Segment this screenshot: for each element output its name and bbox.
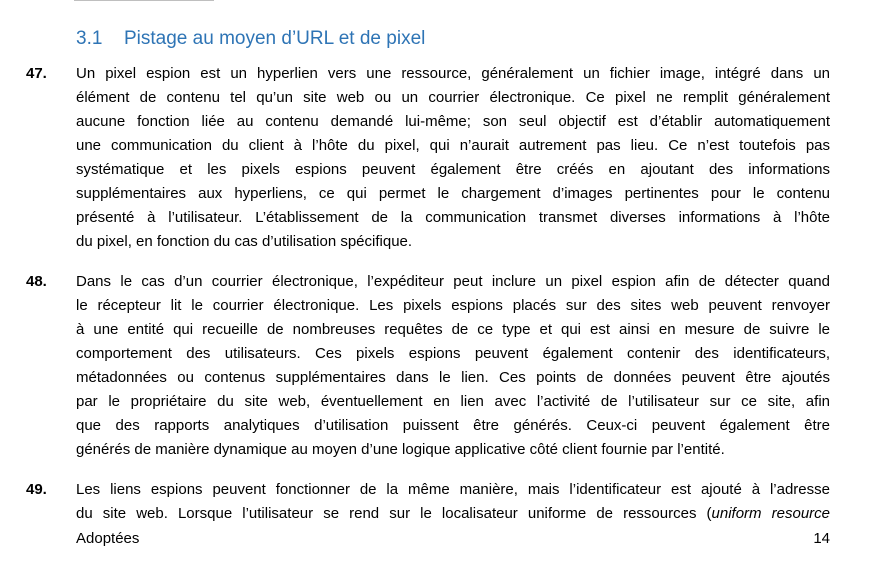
section-title: Pistage au moyen d’URL et de pixel — [124, 28, 426, 49]
text-line: Dans le cas d’un courrier électronique, l’expéditeur peut inclure un pixel espion afin de détecter quand — [76, 273, 830, 290]
text-line: du pixel, en fonction du cas d’utilisation spécifique. — [76, 233, 413, 250]
text-line: métadonnées ou contenus supplémentaires dans le lien. Ces points de données peuvent être ajoutés — [76, 369, 830, 386]
italic-term: uniform resource — [711, 505, 830, 522]
paragraph-body — [76, 62, 830, 254]
paragraph-body — [76, 270, 830, 462]
text-line: le récepteur lit le courrier électronique. Les pixels espions placés sur des sites web peuvent renvoyer — [76, 297, 830, 314]
text-line: générés de manière dynamique au moyen d’une logique applicative côté client fournie par l’entité. — [76, 441, 725, 458]
section-number: 3.1 — [76, 28, 103, 49]
text-line: supplémentaires aux hyperliens, ce qui permet le chargement d’images pertinentes pour le contenu — [76, 185, 830, 202]
section-heading — [76, 28, 425, 50]
text-line: présenté à l’utilisateur. L’établissement de la communication transmet diverses informations à l’hôte — [76, 209, 830, 226]
paragraph-number: 47. — [26, 65, 47, 82]
text-line: que des rapports analytiques d’utilisation puissent être générés. Ceux-ci peuvent également être — [76, 417, 830, 434]
page-number: 14 — [813, 530, 830, 547]
paragraph-body — [76, 478, 830, 526]
text-line: par le propriétaire du site web, éventuellement en lien avec l’activité de l’utilisateur sur ce site, afin — [76, 393, 830, 410]
text-line: à une entité qui recueille de nombreuses requêtes de ce type et qui est ainsi en mesure de suivre le — [76, 321, 830, 338]
text-line: élément de contenu tel qu’un site web ou un courrier électronique. Ce pixel ne remplit généralement — [76, 89, 830, 106]
text-line: Les liens espions peuvent fonctionner de la même manière, mais l’identificateur est ajouté à l’adresse — [76, 481, 830, 498]
text-line: une communication du client à l’hôte du pixel, qui n’aurait autrement pas lieu. Ce n’est toutefois pas — [76, 137, 830, 154]
top-divider — [74, 0, 214, 3]
paragraph-number: 48. — [26, 273, 47, 290]
footer-status: Adoptées — [76, 530, 140, 547]
text-line: systématique et les pixels espions peuvent également être créés en ajoutant des informations — [76, 161, 830, 178]
text-line-with-italic — [76, 502, 830, 526]
text-line: comportement des utilisateurs. Ces pixels espions peuvent également contenir des identificateurs, — [76, 345, 830, 362]
text-fragment: du site web. Lorsque l’utilisateur se rend sur le localisateur uniforme de ressources ( — [76, 505, 712, 522]
text-line: Un pixel espion est un hyperlien vers une ressource, généralement un fichier image, intégré dans un — [76, 65, 830, 82]
paragraph-number: 49. — [26, 481, 47, 498]
text-line: aucune fonction liée au contenu demandé lui-même; son seul objectif est d’établir automatiquement — [76, 113, 830, 130]
